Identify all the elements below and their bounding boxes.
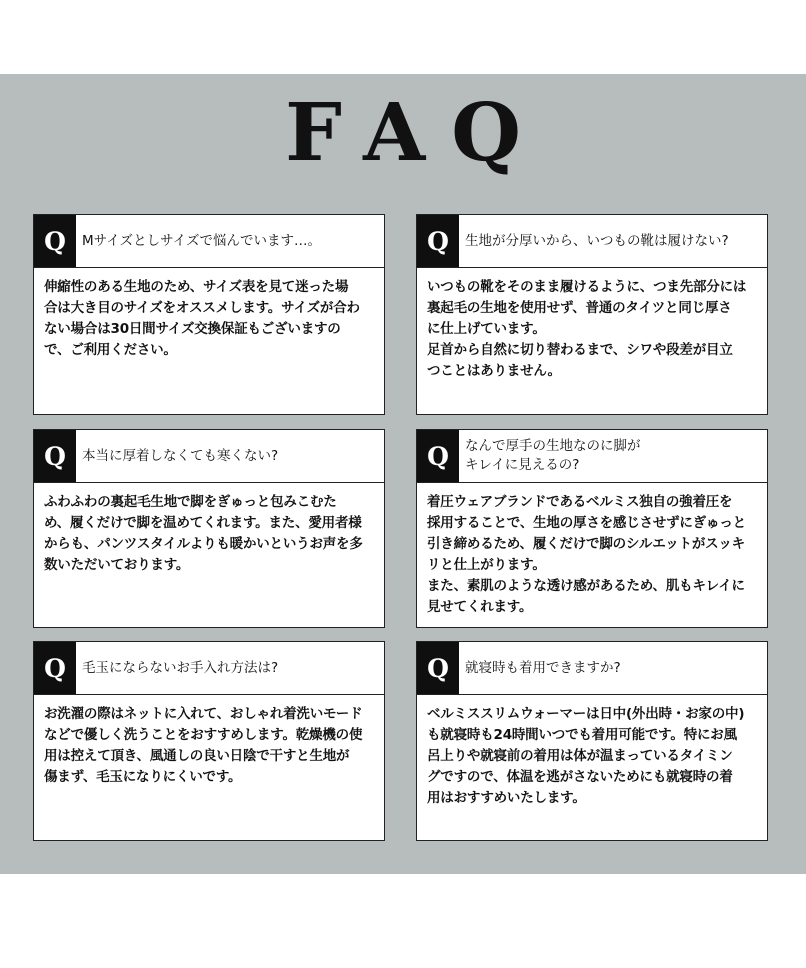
question-header xyxy=(34,642,384,695)
faq-title: FAQ xyxy=(285,85,547,179)
q-badge-icon: Q xyxy=(417,642,459,694)
q-badge-icon: Q xyxy=(417,430,459,482)
faq-card-4 xyxy=(416,429,768,628)
q-badge-icon: Q xyxy=(34,642,76,694)
answer-text: 着圧ウェアブランドであるベルミス独自の強着圧を 採用することで、生地の厚さを感じさせずにぎゅっと 引き締めるため、履くだけで脚のシルエットがスッキ リと仕上がります。 また、素肌のような透け感があるため、肌もキレイに 見せてくれます。 xyxy=(427,494,746,615)
faq-card-3 xyxy=(33,429,385,628)
question-header xyxy=(417,215,767,268)
question-text: 就寝時も着用できますか? xyxy=(465,659,621,676)
answer-text: いつもの靴をそのまま履けるように、つま先部分には 裏起毛の生地を使用せず、普通のタイツと同じ厚さ に仕上げています。 足首から自然に切り替わるまで、シワや段差が目立 つことはありません。 xyxy=(427,279,747,379)
question-header xyxy=(34,215,384,268)
question-text: Mサイズとしサイズで悩んでいます…。 xyxy=(82,232,321,249)
faq-card-6 xyxy=(416,641,768,841)
question-text: なんで厚手の生地なのに脚が キレイに見えるの? xyxy=(465,438,641,473)
question-header xyxy=(417,642,767,695)
q-badge-icon: Q xyxy=(417,215,459,267)
q-badge-icon: Q xyxy=(34,215,76,267)
faq-card-1 xyxy=(33,214,385,415)
answer-text: ふわふわの裏起毛生地で脚をぎゅっと包みこむた め、履くだけで脚を温めてくれます。また、愛用者様 からも、パンツスタイルよりも暖かいというお声を多 数いただいております。 xyxy=(44,494,363,573)
faq-card-2 xyxy=(416,214,768,415)
question-header xyxy=(417,430,767,483)
question-text: 毛玉にならないお手入れ方法は? xyxy=(82,659,279,676)
question-text: 本当に厚着しなくても寒くない? xyxy=(82,447,279,464)
faq-card-5 xyxy=(33,641,385,841)
question-header xyxy=(34,430,384,483)
question-text: 生地が分厚いから、いつもの靴は履けない? xyxy=(465,232,729,249)
answer-text: ベルミススリムウォーマーは日中(外出時・お家の中) も就寝時も24時間いつでも着用可能です。特にお風 呂上りや就寝前の着用は体が温まっているタイミン グですので、体温を逃がさないためにも就寝時の着 用はおすすめいたします。 xyxy=(427,706,745,806)
answer-text: 伸縮性のある生地のため、サイズ表を見て迷った場 合は大き目のサイズをオススメします。サイズが合わ ない場合は30日間サイズ交換保証もございますの で、ご利用ください。 xyxy=(44,279,360,358)
answer-text: お洗濯の際はネットに入れて、おしゃれ着洗いモード などで優しく洗うことをおすすめします。乾燥機の使 用は控えて頂き、風通しの良い日陰で干すと生地が 傷まず、毛玉になりにくいです。 xyxy=(44,706,363,785)
q-badge-icon: Q xyxy=(34,430,76,482)
